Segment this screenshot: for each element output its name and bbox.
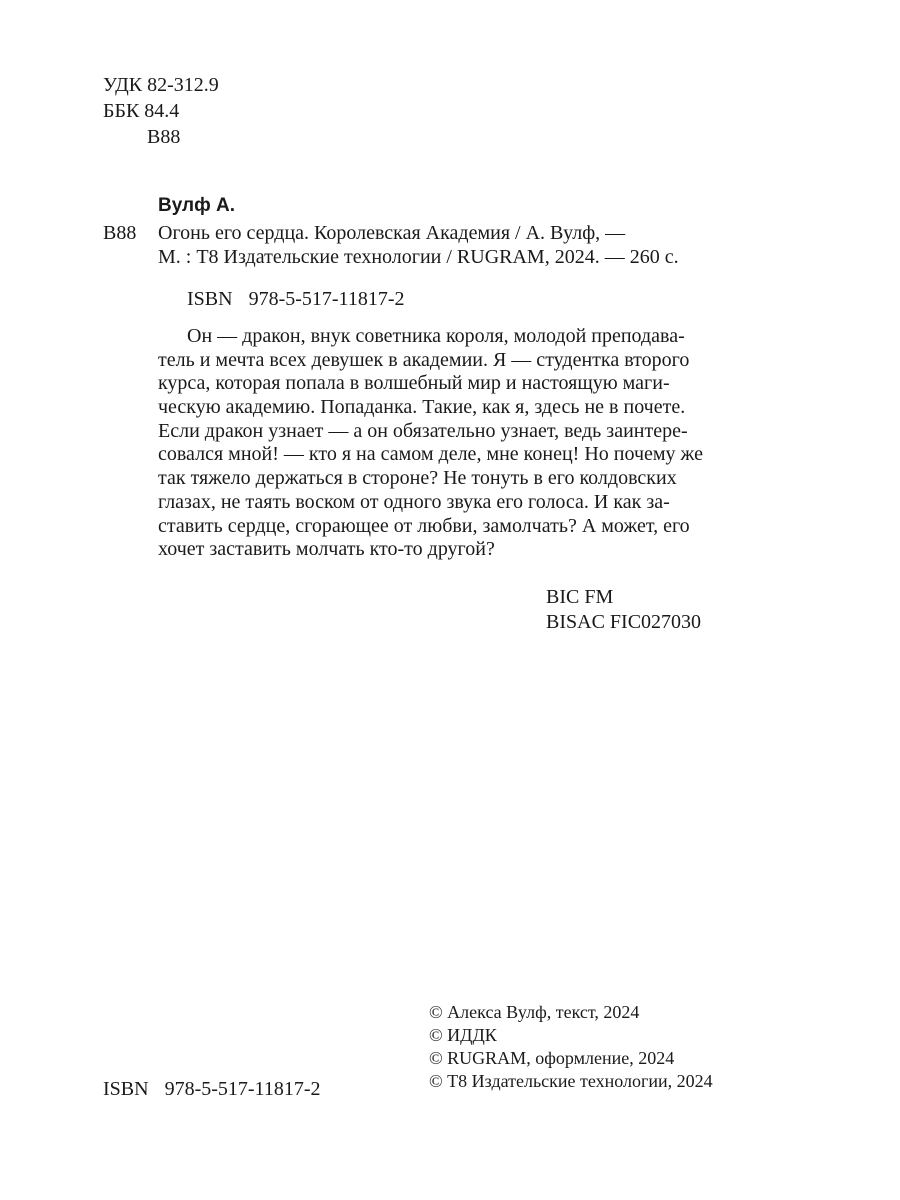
isbn-record <box>187 287 404 311</box>
title-line: Огонь его сердца. Королевская Академия / А. Вулф, — <box>158 222 626 244</box>
cutter-mark: В88 <box>103 222 137 244</box>
annotation-line: ставить сердце, сгорающее от любви, замолчать? А может, его <box>158 514 690 537</box>
annotation-line: хочет заставить молчать кто-то другой? <box>158 538 495 561</box>
isbn-number: 978-5-517-11817-2 <box>248 288 405 310</box>
isbn-footer <box>103 1077 320 1101</box>
annotation-line: Он — дракон, внук советника короля, молодой преподава- <box>187 325 685 347</box>
annotation <box>158 325 748 562</box>
bibliographic-description <box>158 221 679 269</box>
annotation-line: совался мной! — кто я на самом деле, мне конец! Но почему же <box>158 443 703 466</box>
annotation-line: тель и мечта всех девушек в академии. Я — студентка второго <box>158 348 690 371</box>
bbk-code: ББК 84.4 <box>103 100 180 122</box>
annotation-line: ческую академию. Попаданка. Такие, как я, здесь не в почете. <box>158 396 686 419</box>
udk-code: УДК 82-312.9 <box>103 74 219 96</box>
copyright-line: © ИДДК <box>429 1025 497 1045</box>
copyright-line: © RUGRAM, оформление, 2024 <box>429 1048 675 1068</box>
copyright-line: © Алекса Вулф, текст, 2024 <box>429 1002 640 1022</box>
subject-codes <box>546 585 701 635</box>
bisac-code: BISAC FIC027030 <box>546 611 702 633</box>
isbn-number: 978-5-517-11817-2 <box>164 1078 321 1100</box>
isbn-label: ISBN <box>103 1078 149 1100</box>
annotation-line: глазах, не таять воском от одного звука его голоса. И как за- <box>158 490 670 513</box>
cutter-code: В88 <box>147 126 181 148</box>
copyright-line: © Т8 Издательские технологии, 2024 <box>429 1071 713 1091</box>
author-name: Вулф А. <box>158 195 236 216</box>
classification-block <box>103 72 219 150</box>
bic-code: BIC FM <box>546 586 614 608</box>
annotation-line: курса, которая попала в волшебный мир и настоящую маги- <box>158 372 670 395</box>
copyright-block <box>429 1001 713 1093</box>
isbn-label: ISBN <box>187 288 233 310</box>
annotation-line: так тяжело держаться в стороне? Не тонуть в его колдовских <box>158 467 677 490</box>
publisher-line: М. : Т8 Издательские технологии / RUGRAM, 2024. — 260 с. <box>158 246 679 268</box>
annotation-line: Если дракон узнает — а он обязательно узнает, ведь заинтере- <box>158 419 688 442</box>
